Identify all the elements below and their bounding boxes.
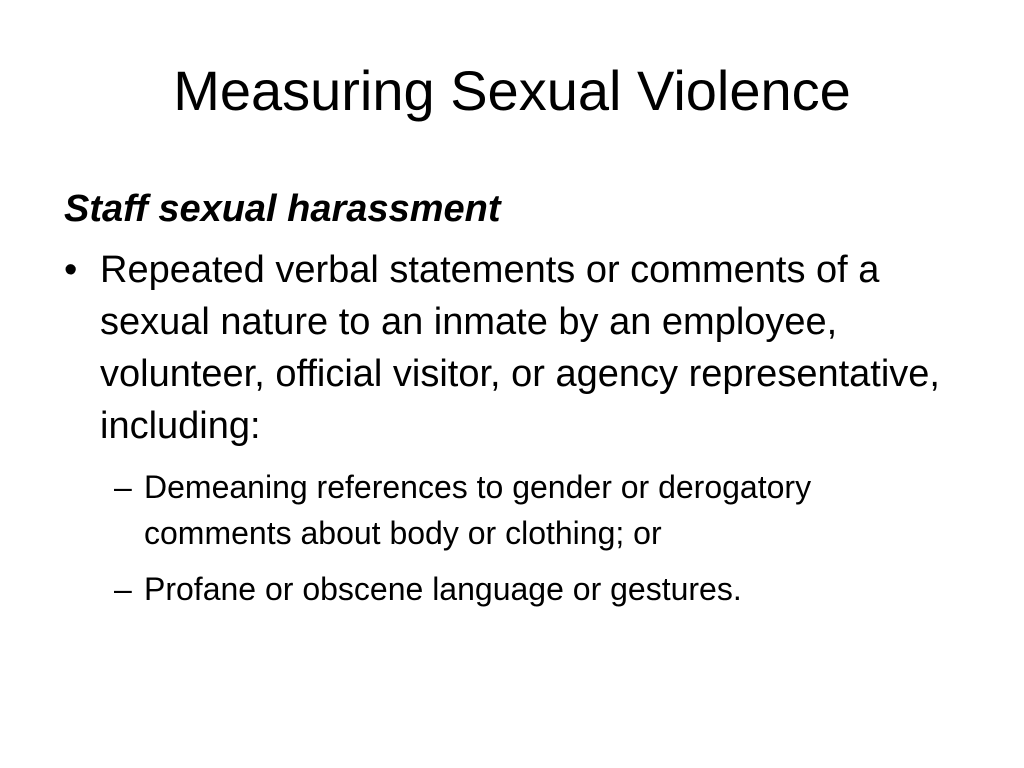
subbullet-marker: – (114, 468, 132, 505)
subheading: Staff sexual harassment (64, 188, 501, 230)
subbullet-text: Demeaning references to gender or derogatory comments about body or clothing; or (144, 468, 812, 551)
subbullet-marker: – (114, 570, 132, 607)
subbullet-text: Profane or obscene language or gestures. (144, 570, 742, 607)
subbullet-list (114, 464, 964, 612)
subbullet-item (114, 566, 964, 612)
bullet-item (64, 244, 964, 452)
bullet-text: Repeated verbal statements or comments of a sexual nature to an inmate by an employee, volunteer, official visitor, or agency representative, including: (100, 248, 940, 447)
bullet-marker: • (64, 248, 78, 291)
subbullet-item (114, 464, 964, 556)
slide-body (64, 186, 964, 622)
slide-title: Measuring Sexual Violence (173, 59, 851, 122)
